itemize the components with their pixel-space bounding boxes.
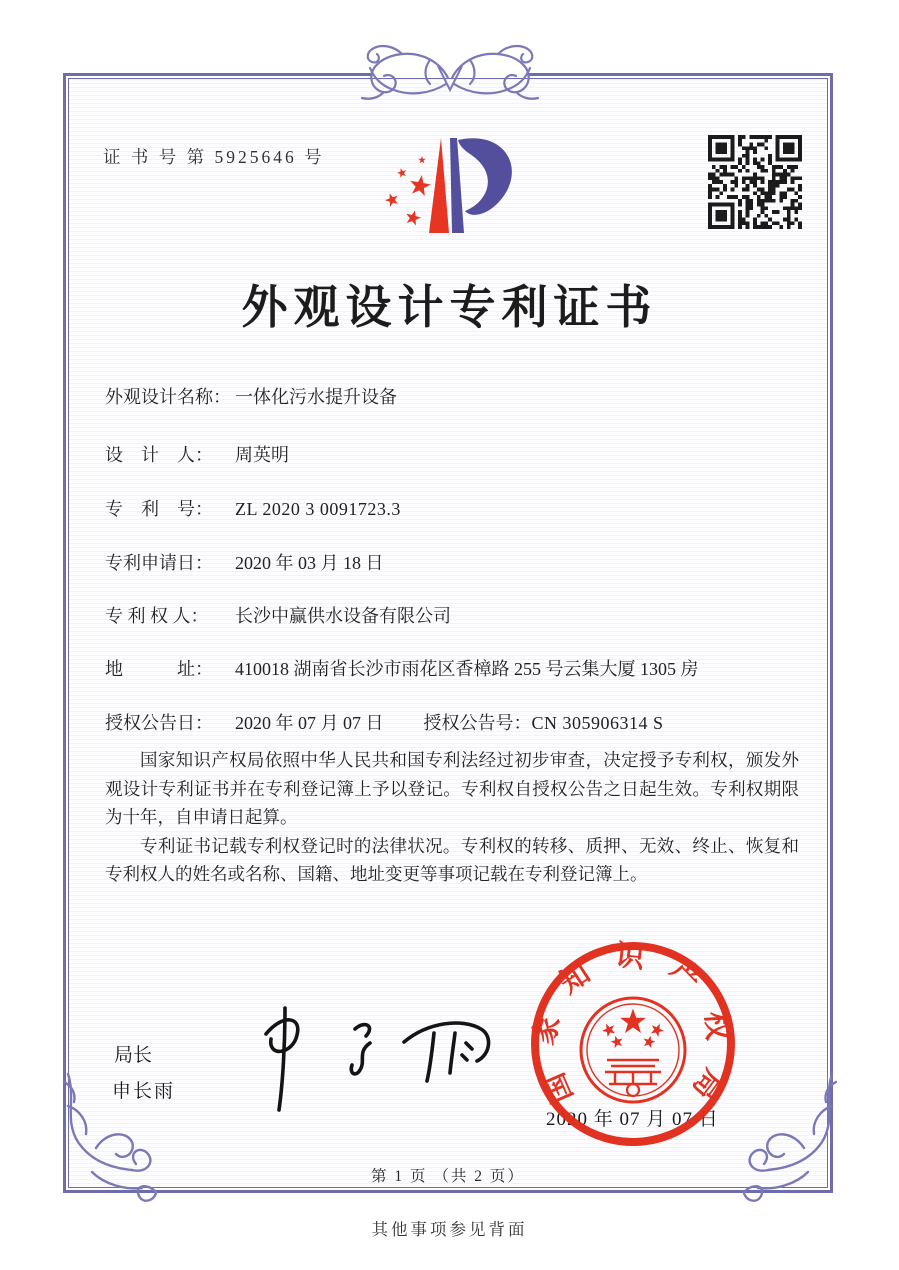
commissioner-signature [238, 1002, 508, 1114]
commissioner-name: 申长雨 [112, 1081, 176, 1102]
seal-ring-text: 国家知识产权局 [527, 939, 735, 1125]
field-designer [105, 441, 805, 467]
certificate-number: 证 书 号 第 5925646 号 [103, 147, 325, 167]
field-patent-number [105, 495, 805, 521]
field-application-date [105, 549, 805, 575]
field-label: 地 址： [105, 659, 213, 679]
field-value-grant-number: CN 305906314 S [531, 713, 664, 733]
field-label: 专利申请日： [105, 553, 213, 573]
logo-wedge [429, 138, 449, 233]
field-value: 2020 年 03 月 18 日 [235, 553, 384, 573]
seal-national-emblem [581, 998, 685, 1102]
field-value: 2020 年 07 月 07 日 [235, 713, 384, 733]
seal-date: 2020 年 07 月 07 日 [546, 1109, 719, 1130]
field-label: 外观设计名称： [105, 387, 231, 407]
field-label: 专 利 权 人： [105, 606, 209, 626]
certificate-body-text [105, 746, 799, 889]
commissioner-title: 局长 [114, 1045, 153, 1066]
back-side-note: 其他事项参见背面 [371, 1220, 528, 1239]
field-label-grant-number: 授权公告号： [423, 713, 532, 733]
certificate-title: 外观设计专利证书 [241, 282, 658, 333]
field-label: 授权公告日： [105, 713, 213, 733]
field-design-name [105, 383, 805, 409]
body-paragraph: 国家知识产权局依照中华人民共和国专利法经过初步审查，决定授予专利权，颁发外观设计专利证书并在专利登记簿上予以登记。专利权自授权公告之日起生效。专利权期限为十年，自申请日起算。 [105, 750, 799, 827]
field-address [105, 655, 805, 681]
qr-code [708, 135, 802, 229]
logo-bar [450, 138, 464, 233]
field-label: 设 计 人： [105, 445, 213, 465]
field-value: ZL 2020 3 0091723.3 [235, 499, 401, 519]
field-value: 长沙中赢供水设备有限公司 [235, 606, 451, 626]
field-patentee [105, 602, 805, 628]
field-value: 周英明 [235, 445, 289, 465]
field-value: 一体化污水提升设备 [235, 387, 397, 407]
bottom-right-corner-ornament [722, 1068, 862, 1208]
logo-p-bowl [458, 138, 512, 215]
cnipa-logo-icon [372, 130, 522, 245]
top-flourish-ornament [320, 38, 580, 110]
official-seal [527, 938, 739, 1150]
body-paragraph: 专利证书记载专利权登记时的法律状况。专利权的转移、质押、无效、终止、恢复和专利权人的姓名或名称、国籍、地址变更等事项记载在专利登记簿上。 [105, 835, 799, 884]
field-label: 专 利 号： [105, 499, 213, 519]
page-number: 第 1 页 （共 2 页） [371, 1168, 525, 1185]
field-value: 410018 湖南省长沙市雨花区香樟路 255 号云集大厦 1305 房 [235, 659, 699, 679]
field-grant-date-and-number [105, 709, 805, 735]
